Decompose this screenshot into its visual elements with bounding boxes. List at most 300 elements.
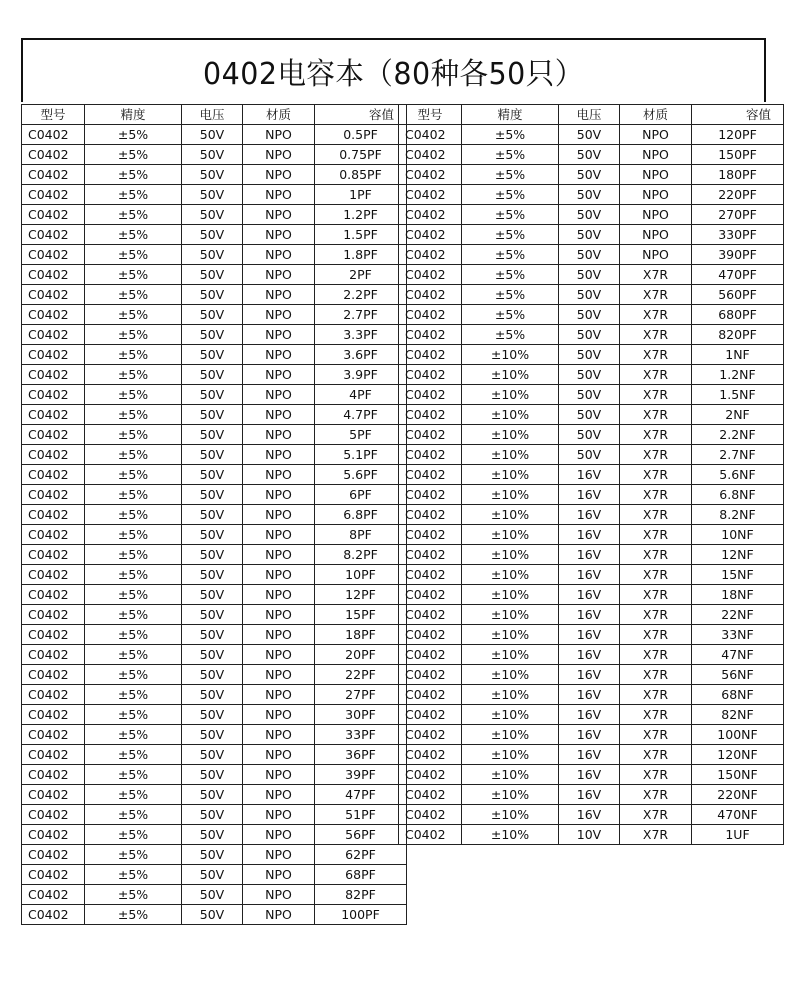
table-row bbox=[399, 665, 784, 685]
cell-model: C0402 bbox=[22, 685, 85, 705]
cell-voltage: 16V bbox=[559, 805, 620, 825]
table-row bbox=[22, 225, 407, 245]
cell-material: NPO bbox=[243, 345, 315, 365]
cell-value: 1.5NF bbox=[692, 385, 784, 405]
cell-material: X7R bbox=[620, 565, 692, 585]
cell-tolerance: ±5% bbox=[462, 305, 559, 325]
cell-voltage: 50V bbox=[182, 345, 243, 365]
table-row bbox=[22, 245, 407, 265]
cell-voltage: 50V bbox=[182, 865, 243, 885]
cell-material: X7R bbox=[620, 265, 692, 285]
cell-tolerance: ±5% bbox=[85, 785, 182, 805]
cell-material: X7R bbox=[620, 725, 692, 745]
cell-voltage: 50V bbox=[559, 205, 620, 225]
table-row bbox=[399, 345, 784, 365]
table-body-right bbox=[399, 125, 784, 845]
cell-tolerance: ±5% bbox=[85, 565, 182, 585]
cell-value: 15NF bbox=[692, 565, 784, 585]
cell-voltage: 16V bbox=[559, 665, 620, 685]
cell-model: C0402 bbox=[22, 245, 85, 265]
cell-value: 2.2NF bbox=[692, 425, 784, 445]
cell-material: X7R bbox=[620, 425, 692, 445]
table-row bbox=[22, 185, 407, 205]
cell-value: 390PF bbox=[692, 245, 784, 265]
table-row bbox=[399, 225, 784, 245]
table-row bbox=[399, 725, 784, 745]
cell-material: NPO bbox=[243, 785, 315, 805]
cell-voltage: 50V bbox=[182, 545, 243, 565]
cell-material: NPO bbox=[243, 825, 315, 845]
cell-voltage: 50V bbox=[182, 765, 243, 785]
cell-material: NPO bbox=[620, 225, 692, 245]
cell-voltage: 50V bbox=[559, 165, 620, 185]
table-row bbox=[399, 825, 784, 845]
table-row bbox=[22, 625, 407, 645]
cell-value: 1NF bbox=[692, 345, 784, 365]
cell-value: 62PF bbox=[315, 845, 407, 865]
cell-value: 3.6PF bbox=[315, 345, 407, 365]
cell-tolerance: ±10% bbox=[462, 645, 559, 665]
cell-model: C0402 bbox=[399, 585, 462, 605]
cell-model: C0402 bbox=[22, 805, 85, 825]
cell-material: NPO bbox=[243, 525, 315, 545]
cell-value: 100NF bbox=[692, 725, 784, 745]
cell-voltage: 50V bbox=[182, 425, 243, 445]
cell-tolerance: ±5% bbox=[85, 885, 182, 905]
cell-value: 270PF bbox=[692, 205, 784, 225]
table-row bbox=[22, 145, 407, 165]
cell-value: 4PF bbox=[315, 385, 407, 405]
cell-voltage: 50V bbox=[559, 145, 620, 165]
cell-model: C0402 bbox=[399, 345, 462, 365]
cell-model: C0402 bbox=[22, 865, 85, 885]
cell-value: 18PF bbox=[315, 625, 407, 645]
cell-voltage: 50V bbox=[182, 365, 243, 385]
cell-voltage: 50V bbox=[182, 405, 243, 425]
table-row bbox=[399, 145, 784, 165]
cell-material: X7R bbox=[620, 465, 692, 485]
cell-tolerance: ±10% bbox=[462, 525, 559, 545]
table-row bbox=[22, 165, 407, 185]
cell-voltage: 50V bbox=[182, 725, 243, 745]
column-header-voltage: 电压 bbox=[559, 105, 620, 125]
cell-material: X7R bbox=[620, 525, 692, 545]
cell-value: 0.75PF bbox=[315, 145, 407, 165]
cell-material: NPO bbox=[243, 385, 315, 405]
cell-material: NPO bbox=[243, 725, 315, 745]
cell-voltage: 16V bbox=[559, 525, 620, 545]
cell-value: 120PF bbox=[692, 125, 784, 145]
cell-material: NPO bbox=[243, 685, 315, 705]
cell-material: NPO bbox=[243, 705, 315, 725]
cell-value: 8.2NF bbox=[692, 505, 784, 525]
cell-tolerance: ±10% bbox=[462, 445, 559, 465]
cell-tolerance: ±5% bbox=[85, 145, 182, 165]
cell-model: C0402 bbox=[399, 205, 462, 225]
cell-tolerance: ±10% bbox=[462, 745, 559, 765]
table-row bbox=[399, 365, 784, 385]
cell-material: NPO bbox=[243, 645, 315, 665]
cell-value: 5.6PF bbox=[315, 465, 407, 485]
cell-tolerance: ±5% bbox=[462, 125, 559, 145]
cell-material: X7R bbox=[620, 385, 692, 405]
cell-tolerance: ±5% bbox=[85, 345, 182, 365]
table-row bbox=[399, 585, 784, 605]
cell-model: C0402 bbox=[399, 545, 462, 565]
cell-material: X7R bbox=[620, 785, 692, 805]
cell-tolerance: ±5% bbox=[85, 845, 182, 865]
cell-model: C0402 bbox=[22, 225, 85, 245]
table-row bbox=[399, 745, 784, 765]
cell-material: NPO bbox=[243, 405, 315, 425]
cell-material: NPO bbox=[243, 365, 315, 385]
cell-value: 470PF bbox=[692, 265, 784, 285]
cell-model: C0402 bbox=[22, 365, 85, 385]
cell-voltage: 50V bbox=[182, 685, 243, 705]
table-row bbox=[22, 665, 407, 685]
table-row bbox=[22, 545, 407, 565]
cell-voltage: 50V bbox=[559, 365, 620, 385]
cell-model: C0402 bbox=[399, 745, 462, 765]
cell-material: NPO bbox=[243, 885, 315, 905]
cell-tolerance: ±5% bbox=[462, 205, 559, 225]
column-header-value: 容值 bbox=[692, 105, 784, 125]
cell-model: C0402 bbox=[22, 885, 85, 905]
cell-tolerance: ±5% bbox=[85, 505, 182, 525]
cell-material: NPO bbox=[243, 125, 315, 145]
cell-material: X7R bbox=[620, 305, 692, 325]
cell-model: C0402 bbox=[22, 545, 85, 565]
cell-voltage: 50V bbox=[182, 645, 243, 665]
table-row bbox=[399, 485, 784, 505]
cell-tolerance: ±5% bbox=[85, 705, 182, 725]
cell-voltage: 16V bbox=[559, 645, 620, 665]
cell-material: NPO bbox=[243, 605, 315, 625]
table-row bbox=[22, 725, 407, 745]
cell-voltage: 50V bbox=[182, 705, 243, 725]
cell-tolerance: ±10% bbox=[462, 585, 559, 605]
cell-material: NPO bbox=[620, 145, 692, 165]
cell-voltage: 50V bbox=[182, 205, 243, 225]
cell-voltage: 50V bbox=[182, 185, 243, 205]
cell-value: 1UF bbox=[692, 825, 784, 845]
cell-voltage: 50V bbox=[559, 245, 620, 265]
cell-tolerance: ±5% bbox=[85, 585, 182, 605]
table-row bbox=[399, 325, 784, 345]
cell-material: NPO bbox=[243, 765, 315, 785]
cell-voltage: 50V bbox=[182, 785, 243, 805]
cell-value: 220PF bbox=[692, 185, 784, 205]
cell-tolerance: ±10% bbox=[462, 505, 559, 525]
cell-voltage: 50V bbox=[182, 265, 243, 285]
cell-value: 150PF bbox=[692, 145, 784, 165]
cell-value: 36PF bbox=[315, 745, 407, 765]
cell-material: NPO bbox=[243, 225, 315, 245]
cell-value: 470NF bbox=[692, 805, 784, 825]
cell-voltage: 50V bbox=[182, 805, 243, 825]
cell-value: 6.8NF bbox=[692, 485, 784, 505]
cell-value: 47NF bbox=[692, 645, 784, 665]
cell-voltage: 50V bbox=[559, 405, 620, 425]
cell-model: C0402 bbox=[22, 185, 85, 205]
cell-tolerance: ±5% bbox=[85, 685, 182, 705]
cell-tolerance: ±5% bbox=[85, 625, 182, 645]
cell-tolerance: ±5% bbox=[85, 285, 182, 305]
cell-tolerance: ±5% bbox=[462, 225, 559, 245]
table-row bbox=[22, 805, 407, 825]
cell-voltage: 50V bbox=[182, 325, 243, 345]
cell-model: C0402 bbox=[22, 385, 85, 405]
cell-voltage: 50V bbox=[182, 905, 243, 925]
cell-model: C0402 bbox=[22, 325, 85, 345]
cell-material: NPO bbox=[243, 285, 315, 305]
cell-value: 5.1PF bbox=[315, 445, 407, 465]
cell-voltage: 50V bbox=[182, 565, 243, 585]
table-row bbox=[22, 905, 407, 925]
cell-model: C0402 bbox=[22, 585, 85, 605]
cell-voltage: 50V bbox=[182, 125, 243, 145]
cell-tolerance: ±5% bbox=[85, 385, 182, 405]
cell-voltage: 50V bbox=[182, 485, 243, 505]
table-row bbox=[22, 285, 407, 305]
cell-model: C0402 bbox=[22, 165, 85, 185]
cell-tolerance: ±5% bbox=[462, 285, 559, 305]
cell-model: C0402 bbox=[22, 285, 85, 305]
cell-model: C0402 bbox=[399, 645, 462, 665]
cell-material: NPO bbox=[243, 845, 315, 865]
column-header-voltage: 电压 bbox=[182, 105, 243, 125]
cell-voltage: 50V bbox=[182, 465, 243, 485]
cell-voltage: 50V bbox=[182, 165, 243, 185]
cell-voltage: 50V bbox=[559, 345, 620, 365]
table-row bbox=[399, 265, 784, 285]
table-row bbox=[22, 585, 407, 605]
cell-model: C0402 bbox=[22, 785, 85, 805]
table-row bbox=[22, 125, 407, 145]
cell-model: C0402 bbox=[399, 325, 462, 345]
cell-material: NPO bbox=[620, 165, 692, 185]
cell-value: 1.5PF bbox=[315, 225, 407, 245]
cell-voltage: 50V bbox=[559, 125, 620, 145]
table-row bbox=[22, 485, 407, 505]
cell-tolerance: ±5% bbox=[85, 605, 182, 625]
table-row bbox=[22, 505, 407, 525]
cell-voltage: 50V bbox=[559, 385, 620, 405]
cell-tolerance: ±10% bbox=[462, 765, 559, 785]
cell-model: C0402 bbox=[22, 485, 85, 505]
cell-value: 15PF bbox=[315, 605, 407, 625]
cell-voltage: 50V bbox=[182, 225, 243, 245]
cell-model: C0402 bbox=[399, 805, 462, 825]
cell-voltage: 50V bbox=[559, 325, 620, 345]
table-row bbox=[22, 445, 407, 465]
table-header-row bbox=[22, 105, 407, 125]
cell-material: NPO bbox=[620, 185, 692, 205]
cell-value: 0.5PF bbox=[315, 125, 407, 145]
cell-model: C0402 bbox=[399, 385, 462, 405]
cell-value: 2PF bbox=[315, 265, 407, 285]
cell-tolerance: ±10% bbox=[462, 805, 559, 825]
cell-material: X7R bbox=[620, 805, 692, 825]
cell-model: C0402 bbox=[22, 565, 85, 585]
table-row bbox=[399, 525, 784, 545]
cell-tolerance: ±5% bbox=[85, 445, 182, 465]
cell-tolerance: ±5% bbox=[85, 185, 182, 205]
column-header-material: 材质 bbox=[620, 105, 692, 125]
cell-model: C0402 bbox=[22, 645, 85, 665]
cell-value: 12NF bbox=[692, 545, 784, 565]
column-header-tolerance: 精度 bbox=[85, 105, 182, 125]
cell-value: 220NF bbox=[692, 785, 784, 805]
cell-value: 180PF bbox=[692, 165, 784, 185]
cell-tolerance: ±5% bbox=[462, 265, 559, 285]
cell-model: C0402 bbox=[399, 825, 462, 845]
table-row bbox=[22, 265, 407, 285]
cell-material: NPO bbox=[243, 585, 315, 605]
cell-material: NPO bbox=[243, 165, 315, 185]
cell-voltage: 50V bbox=[182, 885, 243, 905]
table-row bbox=[399, 305, 784, 325]
cell-material: X7R bbox=[620, 765, 692, 785]
cell-model: C0402 bbox=[22, 305, 85, 325]
cell-material: X7R bbox=[620, 485, 692, 505]
cell-value: 8.2PF bbox=[315, 545, 407, 565]
cell-tolerance: ±5% bbox=[85, 865, 182, 885]
cell-value: 100PF bbox=[315, 905, 407, 925]
cell-voltage: 50V bbox=[182, 445, 243, 465]
cell-material: NPO bbox=[243, 465, 315, 485]
cell-value: 8PF bbox=[315, 525, 407, 545]
cell-tolerance: ±5% bbox=[85, 205, 182, 225]
cell-model: C0402 bbox=[399, 225, 462, 245]
cell-value: 27PF bbox=[315, 685, 407, 705]
cell-material: NPO bbox=[243, 145, 315, 165]
cell-tolerance: ±5% bbox=[85, 545, 182, 565]
table-row bbox=[22, 465, 407, 485]
cell-material: X7R bbox=[620, 645, 692, 665]
cell-material: X7R bbox=[620, 605, 692, 625]
cell-model: C0402 bbox=[399, 185, 462, 205]
cell-material: X7R bbox=[620, 285, 692, 305]
table-row bbox=[22, 345, 407, 365]
cell-tolerance: ±10% bbox=[462, 425, 559, 445]
table-row bbox=[399, 245, 784, 265]
cell-voltage: 50V bbox=[182, 145, 243, 165]
cell-material: NPO bbox=[243, 245, 315, 265]
cell-model: C0402 bbox=[22, 725, 85, 745]
cell-material: X7R bbox=[620, 545, 692, 565]
cell-tolerance: ±10% bbox=[462, 545, 559, 565]
table-row bbox=[22, 885, 407, 905]
cell-tolerance: ±10% bbox=[462, 385, 559, 405]
cell-value: 33NF bbox=[692, 625, 784, 645]
cell-material: NPO bbox=[620, 125, 692, 145]
cell-material: X7R bbox=[620, 825, 692, 845]
cell-model: C0402 bbox=[22, 605, 85, 625]
cell-value: 56NF bbox=[692, 665, 784, 685]
cell-voltage: 50V bbox=[182, 625, 243, 645]
cell-value: 2NF bbox=[692, 405, 784, 425]
capacitor-table-left bbox=[21, 104, 407, 925]
cell-voltage: 50V bbox=[182, 385, 243, 405]
cell-model: C0402 bbox=[399, 405, 462, 425]
cell-tolerance: ±5% bbox=[462, 325, 559, 345]
cell-material: X7R bbox=[620, 665, 692, 685]
table-row bbox=[399, 685, 784, 705]
cell-model: C0402 bbox=[22, 265, 85, 285]
column-header-model: 型号 bbox=[22, 105, 85, 125]
cell-value: 10PF bbox=[315, 565, 407, 585]
cell-material: X7R bbox=[620, 625, 692, 645]
table-row bbox=[22, 385, 407, 405]
cell-model: C0402 bbox=[22, 445, 85, 465]
cell-material: X7R bbox=[620, 365, 692, 385]
cell-model: C0402 bbox=[22, 145, 85, 165]
cell-value: 12PF bbox=[315, 585, 407, 605]
cell-voltage: 16V bbox=[559, 485, 620, 505]
table-row bbox=[399, 705, 784, 725]
column-header-material: 材质 bbox=[243, 105, 315, 125]
cell-model: C0402 bbox=[399, 285, 462, 305]
cell-material: NPO bbox=[243, 425, 315, 445]
cell-voltage: 50V bbox=[182, 285, 243, 305]
table-row bbox=[399, 465, 784, 485]
capacitor-table-right bbox=[398, 104, 784, 845]
cell-material: NPO bbox=[243, 805, 315, 825]
cell-voltage: 50V bbox=[559, 225, 620, 245]
cell-voltage: 16V bbox=[559, 545, 620, 565]
cell-material: NPO bbox=[243, 505, 315, 525]
cell-model: C0402 bbox=[22, 905, 85, 925]
cell-voltage: 10V bbox=[559, 825, 620, 845]
table-row bbox=[22, 845, 407, 865]
cell-model: C0402 bbox=[22, 825, 85, 845]
table-row bbox=[399, 505, 784, 525]
table-row bbox=[22, 825, 407, 845]
cell-model: C0402 bbox=[399, 625, 462, 645]
cell-model: C0402 bbox=[399, 665, 462, 685]
table-row bbox=[399, 625, 784, 645]
cell-tolerance: ±10% bbox=[462, 465, 559, 485]
cell-value: 4.7PF bbox=[315, 405, 407, 425]
table-row bbox=[399, 785, 784, 805]
column-header-tolerance: 精度 bbox=[462, 105, 559, 125]
cell-value: 120NF bbox=[692, 745, 784, 765]
cell-value: 22PF bbox=[315, 665, 407, 685]
cell-model: C0402 bbox=[22, 765, 85, 785]
cell-model: C0402 bbox=[399, 465, 462, 485]
cell-voltage: 50V bbox=[182, 525, 243, 545]
cell-model: C0402 bbox=[399, 785, 462, 805]
cell-value: 39PF bbox=[315, 765, 407, 785]
cell-material: X7R bbox=[620, 445, 692, 465]
cell-model: C0402 bbox=[399, 565, 462, 585]
cell-voltage: 16V bbox=[559, 585, 620, 605]
cell-value: 3.3PF bbox=[315, 325, 407, 345]
cell-material: NPO bbox=[243, 545, 315, 565]
cell-model: C0402 bbox=[399, 125, 462, 145]
cell-model: C0402 bbox=[22, 525, 85, 545]
cell-value: 68PF bbox=[315, 865, 407, 885]
title-box bbox=[21, 38, 766, 102]
column-header-model: 型号 bbox=[399, 105, 462, 125]
cell-voltage: 16V bbox=[559, 505, 620, 525]
table-row bbox=[22, 565, 407, 585]
cell-model: C0402 bbox=[399, 765, 462, 785]
table-row bbox=[399, 645, 784, 665]
table-row bbox=[399, 125, 784, 145]
cell-voltage: 16V bbox=[559, 745, 620, 765]
